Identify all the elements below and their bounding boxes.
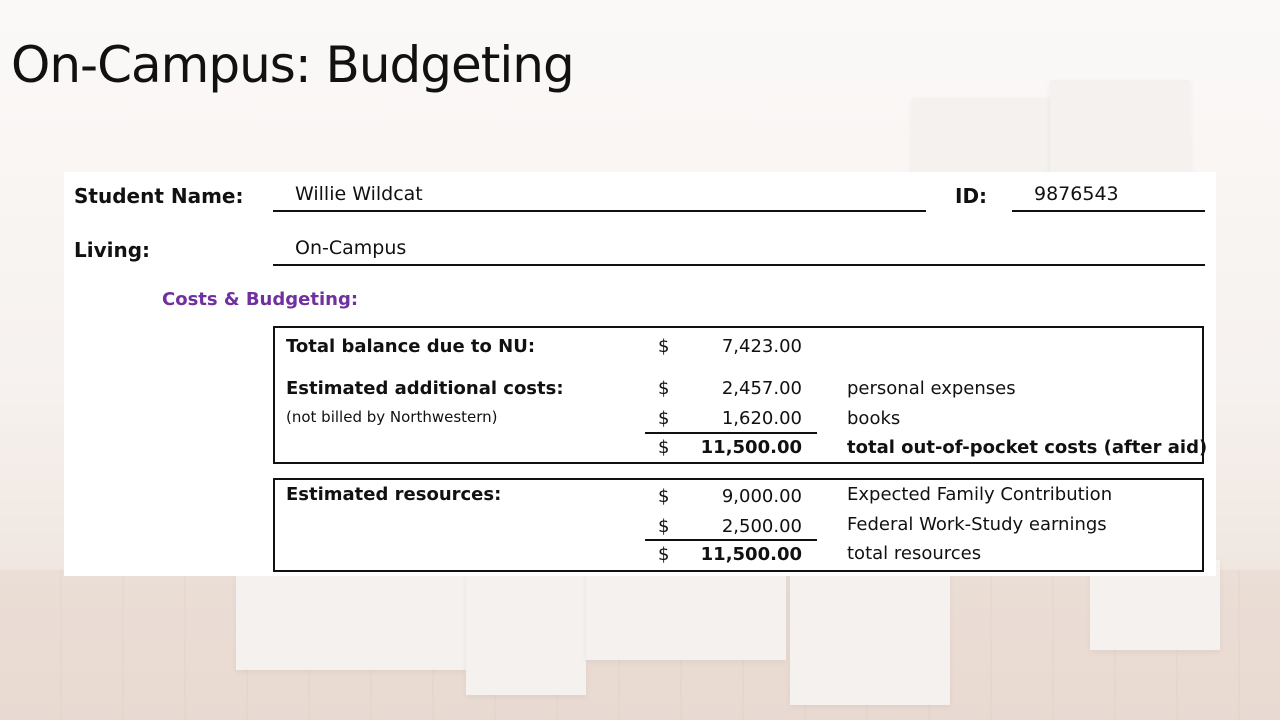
resource-row-description: Federal Work-Study earnings (847, 514, 1107, 535)
student-name-underline (273, 210, 926, 212)
resources-sum-line (645, 539, 817, 541)
additional-costs-note: (not billed by Northwestern) (286, 408, 498, 426)
balance-label: Total balance due to NU: (286, 336, 536, 357)
living-label: Living: (74, 238, 151, 262)
background-box (466, 575, 586, 695)
section-heading: Costs & Budgeting: (162, 289, 359, 310)
costs-box (273, 326, 1208, 464)
resources-total-amount: 11,500.00 (700, 544, 802, 565)
resource-row-amount: 2,500.00 (721, 516, 802, 537)
student-name-label: Student Name: (74, 184, 244, 208)
slide-title: On-Campus: Budgeting (11, 36, 574, 94)
student-name-value: Willie Wildcat (295, 183, 423, 205)
background-box (1050, 80, 1190, 180)
living-value: On-Campus (295, 237, 407, 259)
costs-total-description: total out-of-pocket costs (after aid) (847, 437, 1208, 458)
resources-total-currency: $ (658, 544, 670, 565)
id-underline (1012, 210, 1205, 212)
costs-total-amount: 11,500.00 (700, 437, 802, 458)
cost-row-amount: 1,620.00 (721, 408, 802, 429)
id-label: ID: (955, 184, 988, 208)
cost-row-amount: 2,457.00 (721, 378, 802, 399)
background-box (236, 560, 466, 670)
cost-row-currency: $ (658, 378, 670, 399)
balance-amount: 7,423.00 (721, 336, 802, 357)
costs-sum-line (645, 432, 817, 434)
cost-row-description: personal expenses (847, 378, 1016, 399)
resource-row-description: Expected Family Contribution (847, 484, 1113, 505)
balance-currency: $ (658, 336, 670, 357)
id-value: 9876543 (1034, 183, 1119, 205)
costs-total-currency: $ (658, 437, 670, 458)
budget-form (64, 172, 1216, 576)
resource-row-currency: $ (658, 516, 670, 537)
resources-total-description: total resources (847, 543, 982, 564)
additional-costs-label: Estimated additional costs: (286, 378, 564, 399)
background-box (790, 555, 950, 705)
cost-row-description: books (847, 408, 901, 429)
resources-box (273, 478, 1204, 572)
resource-row-currency: $ (658, 486, 670, 507)
living-underline (273, 264, 1205, 266)
resources-label: Estimated resources: (286, 484, 502, 505)
cost-row-currency: $ (658, 408, 670, 429)
resource-row-amount: 9,000.00 (721, 486, 802, 507)
